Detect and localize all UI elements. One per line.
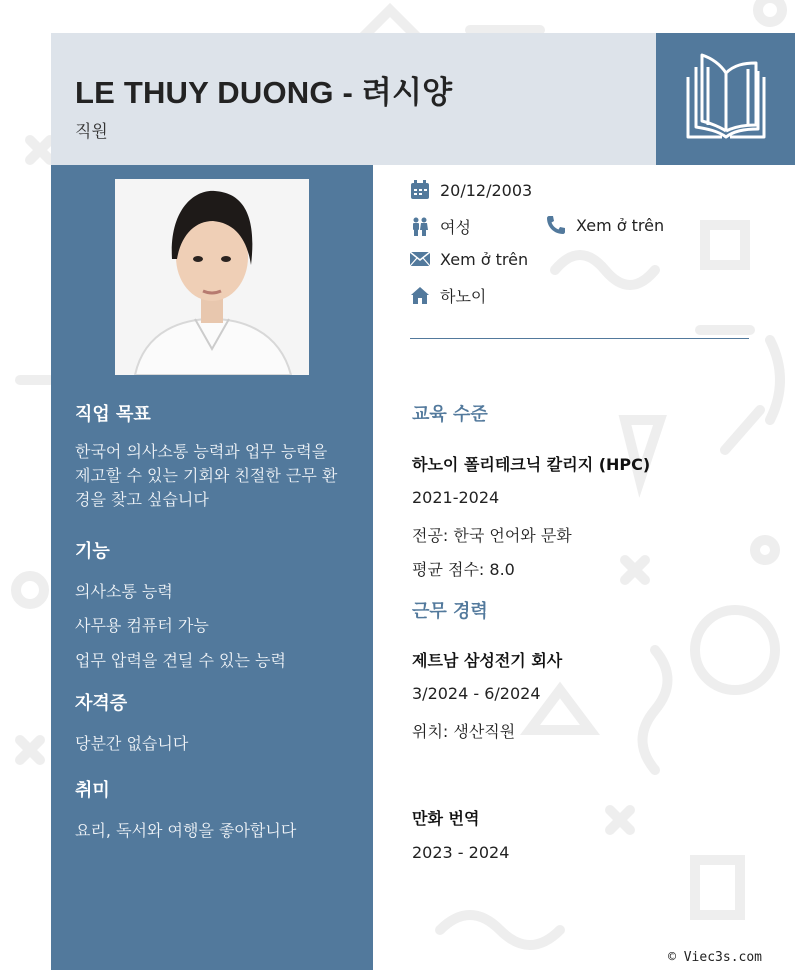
open-book-icon bbox=[678, 51, 774, 143]
sidebar bbox=[51, 165, 373, 970]
calendar-icon bbox=[410, 180, 430, 200]
job-title: 직원 bbox=[75, 122, 108, 142]
job-position: 위치: 생산직원 bbox=[412, 722, 516, 741]
job-company: 제트남 삼성전기 회사 bbox=[412, 651, 563, 670]
experience-heading: 근무 경력 bbox=[412, 601, 488, 622]
hobbies-text: 요리, 독서와 여행을 좋아합니다 bbox=[75, 821, 297, 840]
education-major: 전공: 한국 언어와 문화 bbox=[412, 526, 572, 545]
skills-heading: 기능 bbox=[75, 541, 110, 562]
birthday-text: 20/12/2003 bbox=[440, 180, 533, 200]
gender-row bbox=[410, 215, 471, 238]
gender-icon bbox=[410, 217, 430, 237]
avatar bbox=[115, 179, 309, 375]
logo-box bbox=[656, 33, 795, 165]
job-period: 2023 - 2024 bbox=[412, 843, 510, 862]
certificates-heading: 자격증 bbox=[75, 693, 128, 714]
home-icon bbox=[410, 286, 430, 306]
education-heading: 교육 수준 bbox=[412, 404, 488, 425]
skill-item: 업무 압력을 견딜 수 있는 능력 bbox=[75, 651, 286, 670]
phone-icon bbox=[546, 215, 566, 235]
skill-item: 사무용 컴퓨터 가능 bbox=[75, 616, 209, 635]
school-name: 하노이 폴리테크닉 칼리지 (HPC) bbox=[412, 455, 651, 474]
skill-item: 의사소통 능력 bbox=[75, 582, 173, 601]
certificates-text: 당분간 없습니다 bbox=[75, 734, 189, 753]
objective-heading: 직업 목표 bbox=[75, 404, 151, 425]
hobbies-heading: 취미 bbox=[75, 780, 110, 801]
gender-text: 여성 bbox=[440, 218, 471, 237]
candidate-name: LE THUY DUONG - 려시양 bbox=[75, 75, 453, 110]
job-period: 3/2024 - 6/2024 bbox=[412, 684, 541, 703]
phone-text: Xem ở trên bbox=[576, 215, 665, 235]
phone-row bbox=[546, 215, 664, 235]
education-years: 2021-2024 bbox=[412, 488, 500, 507]
profile-photo bbox=[115, 179, 309, 375]
job-company: 만화 번역 bbox=[412, 809, 480, 828]
education-gpa: 평균 점수: 8.0 bbox=[412, 560, 515, 579]
birthday-row bbox=[410, 180, 532, 200]
address-row bbox=[410, 284, 486, 307]
email-text: Xem ở trên bbox=[440, 249, 529, 269]
divider bbox=[410, 338, 749, 339]
email-row bbox=[410, 249, 528, 269]
address-text: 하노이 bbox=[440, 287, 487, 306]
mail-icon bbox=[410, 249, 430, 269]
header bbox=[51, 33, 656, 165]
objective-text: 한국어 의사소통 능력과 업무 능력을 제고할 수 있는 기회와 친절한 근무 환경을 찾고 싶습니다 bbox=[75, 442, 338, 509]
watermark: © Viec3s.com bbox=[668, 950, 762, 965]
